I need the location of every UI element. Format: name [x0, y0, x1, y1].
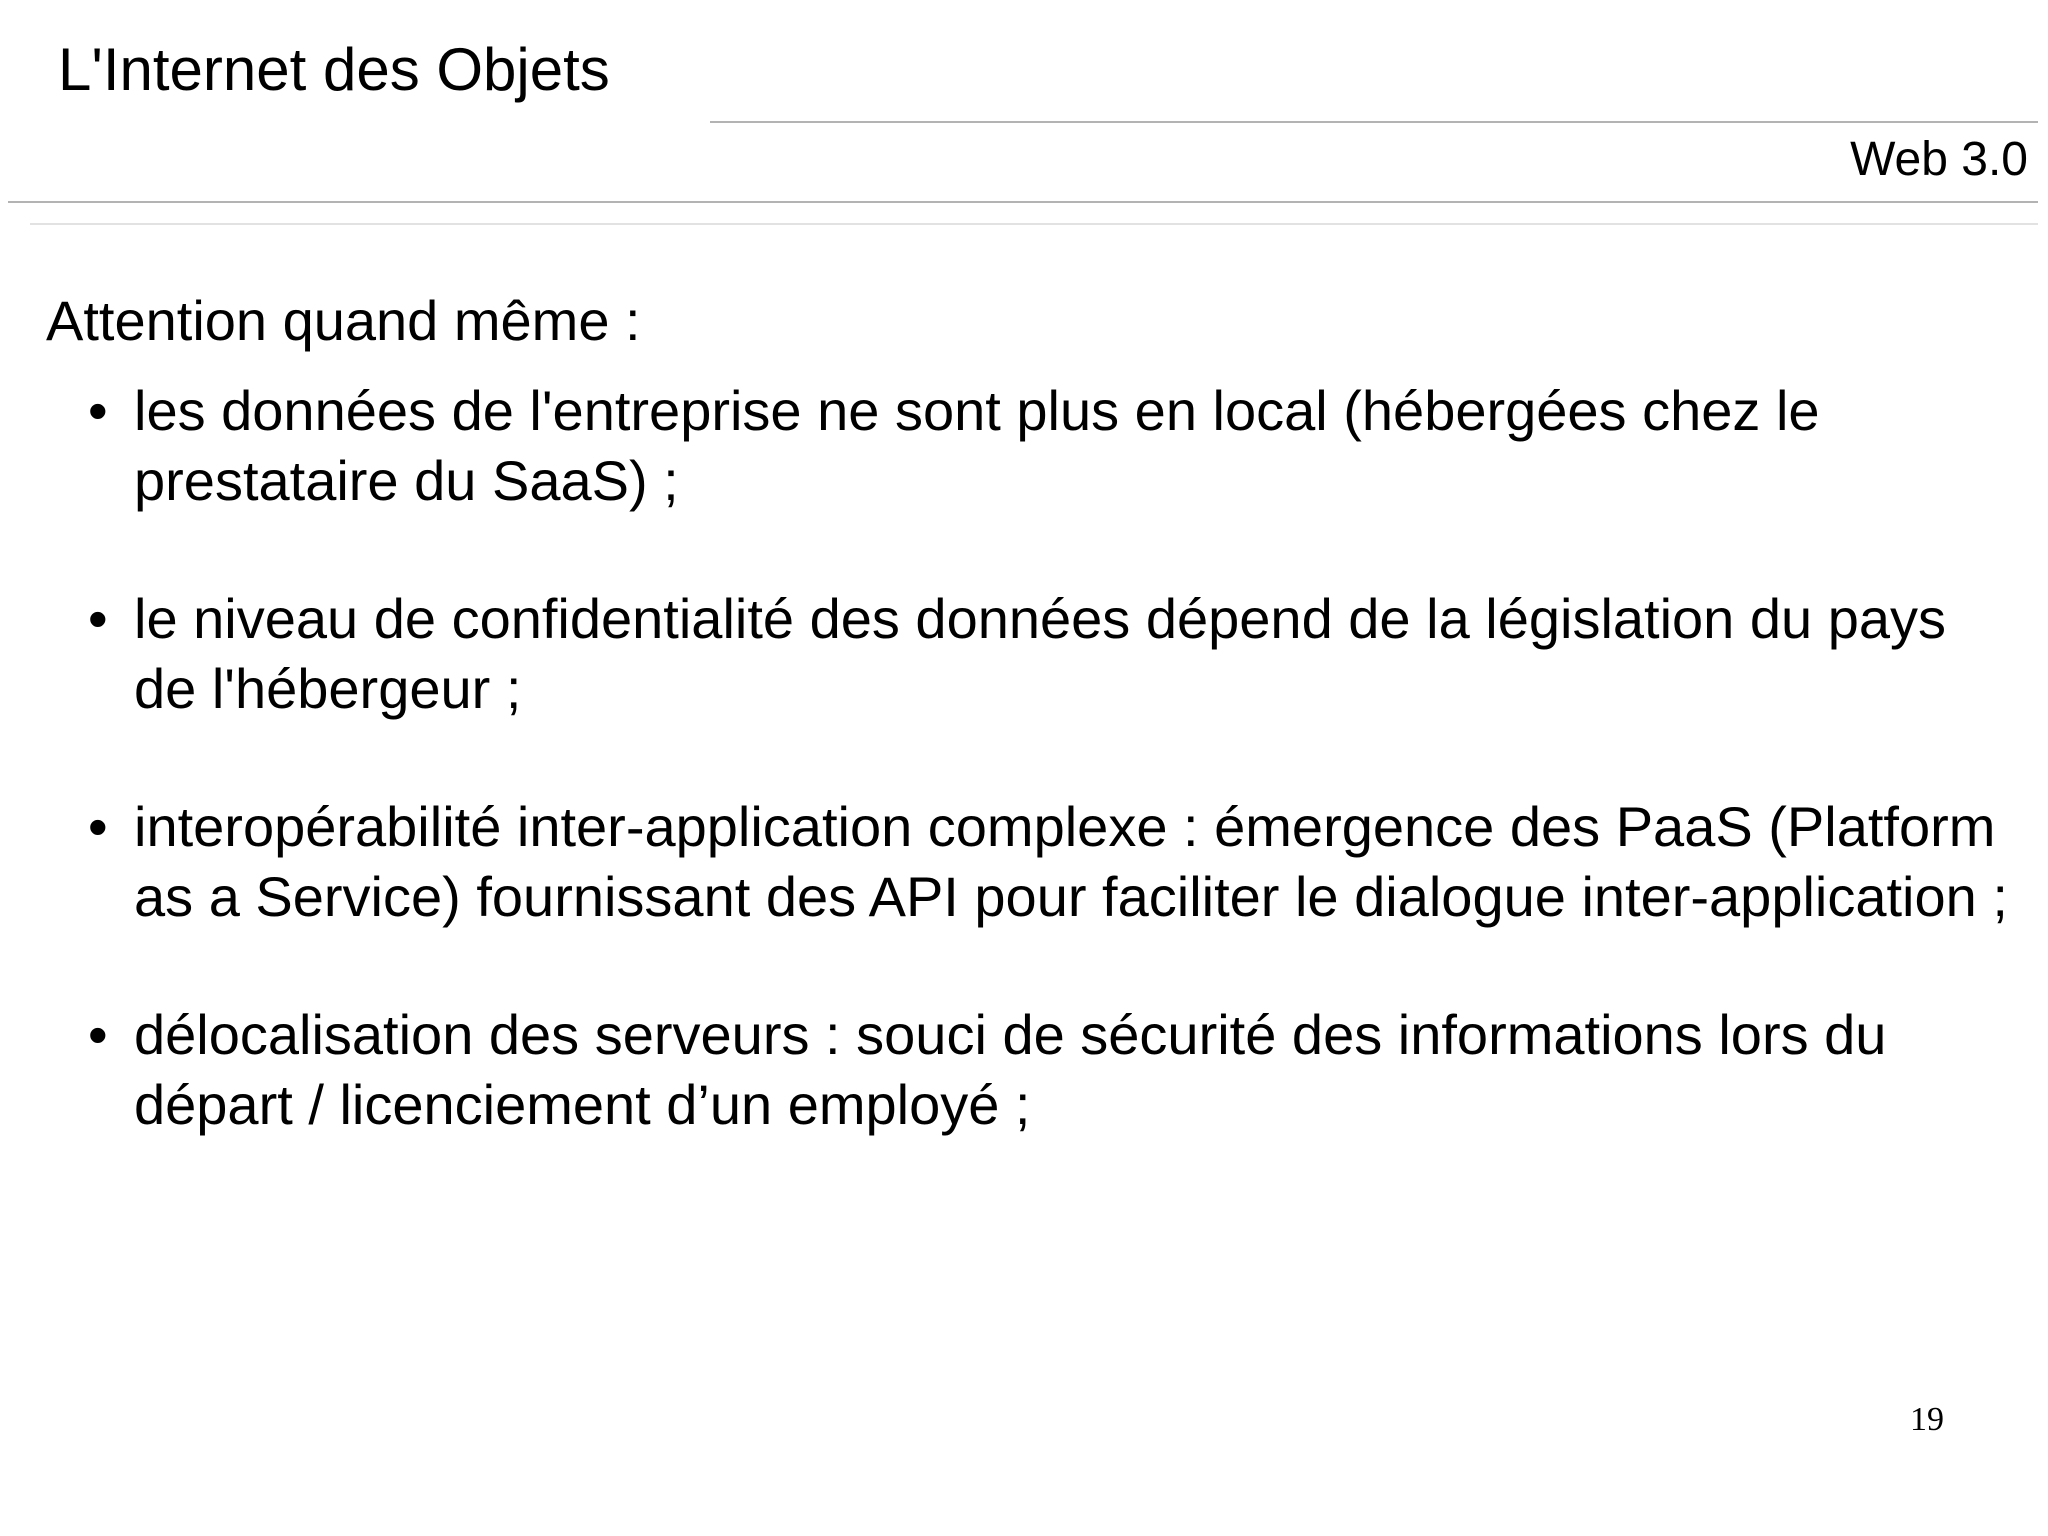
slide-title: L'Internet des Objets — [58, 36, 610, 103]
bullet-item — [88, 584, 2014, 724]
bullet-item — [88, 1000, 2014, 1140]
header-divider-bottom — [30, 223, 2038, 225]
section-label: Web 3.0 — [1850, 133, 2028, 186]
bullet-text: les données de l'entreprise ne sont plus en local (hébergées chez le prestataire du SaaS) ; — [134, 379, 1820, 512]
page-number: 19 — [1910, 1401, 1944, 1438]
bullet-text: le niveau de confidentialité des données dépend de la législation du pays de l'hébergeur ; — [134, 587, 1947, 720]
bullet-icon: • — [88, 795, 108, 858]
bullet-icon: • — [88, 1003, 108, 1066]
bullet-item — [88, 376, 2014, 516]
bullet-text: interopérabilité inter-application complexe : émergence des PaaS (Platform as a Service) fournissant des API pour faciliter le dialogue inter-application ; — [134, 795, 2008, 928]
bullet-icon: • — [88, 379, 108, 442]
bullet-icon: • — [88, 587, 108, 650]
bullet-item — [88, 792, 2014, 932]
bullet-text: délocalisation des serveurs : souci de sécurité des informations lors du départ / licenciement d’un employé ; — [134, 1003, 1887, 1136]
header-divider-middle — [8, 201, 2038, 203]
header-divider-top — [710, 121, 2038, 123]
bullet-list — [88, 376, 2014, 1208]
intro-text: Attention quand même : — [46, 289, 641, 352]
